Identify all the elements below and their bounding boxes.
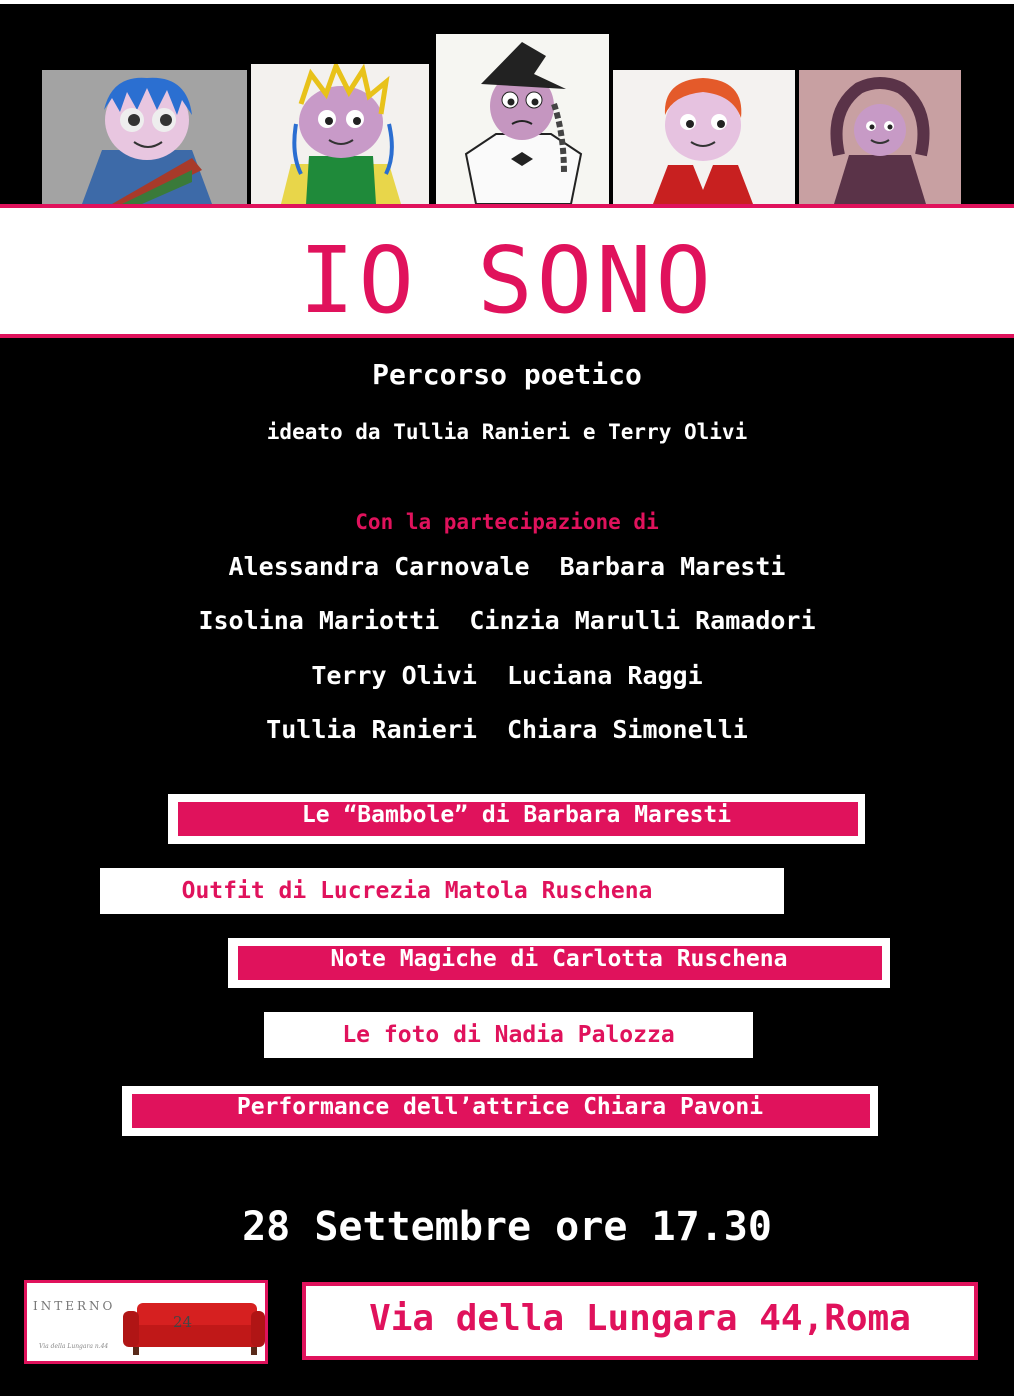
feature-performance-text: Performance dell’attrice Chiara Pavoni	[236, 1094, 764, 1120]
venue-logo	[24, 1280, 268, 1364]
event-date: 28 Settembre ore 17.30	[242, 1204, 772, 1250]
address-box	[302, 1282, 978, 1360]
logo-number: 24	[173, 1313, 193, 1331]
title-band-top-line	[0, 204, 1014, 208]
logo-tagline: Via della Lungara n.44	[39, 1343, 109, 1350]
feature-box-performance	[122, 1086, 878, 1136]
doll-drawing-blue-hair	[42, 70, 247, 204]
participants-row: Isolina Mariotti Cinzia Marulli Ramadori	[198, 606, 816, 635]
doll-drawing-red-hair	[613, 70, 795, 204]
doll-drawing-ballerina	[799, 70, 961, 204]
participation-label: Con la partecipazione di	[355, 510, 659, 534]
participants-row: Terry Olivi Luciana Raggi	[311, 661, 703, 690]
feature-photos-text: Le foto di Nadia Palozza	[342, 1022, 675, 1048]
feature-outfit-text: Outfit di Lucrezia Matola Ruschena	[181, 878, 653, 904]
event-address: Via della Lungara 44,Roma	[369, 1298, 911, 1339]
feature-box-music	[228, 938, 890, 988]
doll-drawing-witch	[436, 34, 609, 204]
participants-row: Tullia Ranieri Chiara Simonelli	[266, 715, 748, 744]
doll-drawing-yellow-hair	[251, 64, 429, 204]
feature-box-outfit	[100, 868, 784, 914]
feature-dolls-text: Le “Bambole” di Barbara Maresti	[301, 802, 732, 828]
logo-name: INTERNO	[33, 1299, 116, 1313]
feature-box-dolls	[168, 794, 865, 844]
feature-box-photos	[264, 1012, 753, 1058]
poster-title: IO SONO	[299, 227, 715, 334]
event-poster	[0, 4, 1014, 1396]
feature-music-text: Note Magiche di Carlotta Ruschena	[330, 946, 788, 972]
participants-row: Alessandra Carnovale Barbara Maresti	[228, 552, 786, 581]
credit-line: ideato da Tullia Ranieri e Terry Olivi	[266, 420, 748, 444]
subtitle: Percorso poetico	[372, 358, 642, 391]
